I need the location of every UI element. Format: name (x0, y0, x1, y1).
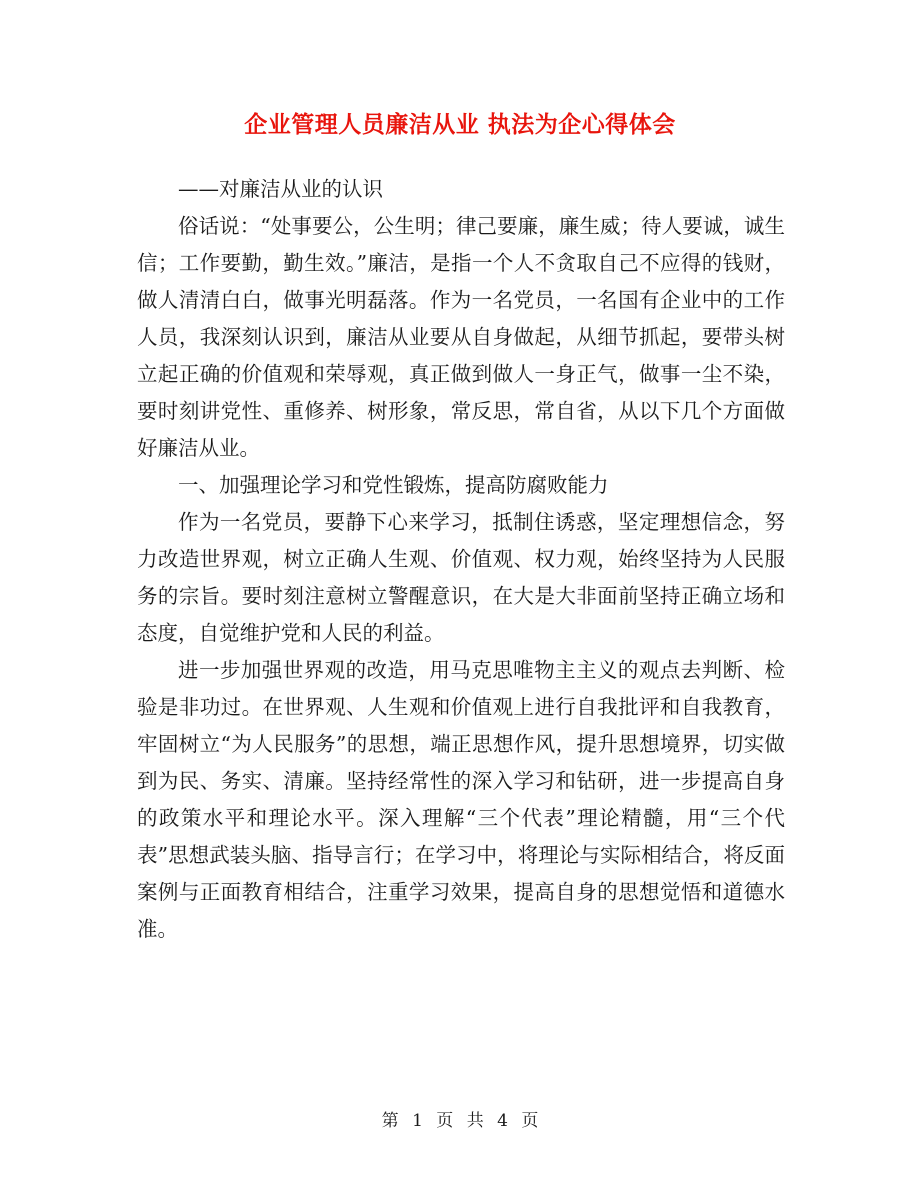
paragraph-2: 作为一名党员，要静下心来学习，抵制住诱惑，坚定理想信念，努力改造世界观，树立正确人生观、价值观、权力观，始终坚持为人民服务的宗旨。要时刻注意树立警醒意识，在大是大非面前坚持正确立场和态度，自觉维护党和人民的利益。 (137, 510, 785, 645)
paragraph-1: 俗话说：“处事要公，公生明；律己要廉，廉生威；待人要诚，诚生信；工作要勤，勤生效。”廉洁，是指一个人不贪取自己不应得的钱财，做人清清白白，做事光明磊落。作为一名党员，一名国有企业中的工作人员，我深刻认识到，廉洁从业要从自身做起，从细节抓起，要带头树立起正确的价值观和荣辱观，真正做到做人一身正气，做事一尘不染，要时刻讲党性、重修养、树形象，常反思，常自省，从以下几个方面做好廉洁从业。 (137, 214, 785, 460)
page-footer: 第 1 页 共 4 页 (381, 1111, 539, 1131)
paragraph-3: 进一步加强世界观的改造，用马克思唯物主主义的观点去判断、检验是非功过。在世界观、人生观和价值观上进行自我批评和自我教育，牢固树立“为人民服务”的思想，端正思想作风，提升思想境界，切实做到为民、务实、清廉。坚持经常性的深入学习和钻研，进一步提高自身的政策水平和理论水平。深入理解“三个代表”理论精髓，用“三个代表”思想武装头脑、指导言行；在学习中，将理论与实际相结合，将反面案例与正面教育相结合，注重学习效果，提高自身的思想觉悟和道德水准。 (137, 658, 785, 941)
document-title: 企业管理人员廉洁从业 执法为企心得体会 (244, 111, 676, 138)
document-body (137, 171, 785, 948)
section-heading-1: 一、加强理论学习和党性锻炼，提高防腐败能力 (178, 473, 609, 497)
document-subtitle: ——对廉洁从业的认识 (178, 177, 383, 201)
